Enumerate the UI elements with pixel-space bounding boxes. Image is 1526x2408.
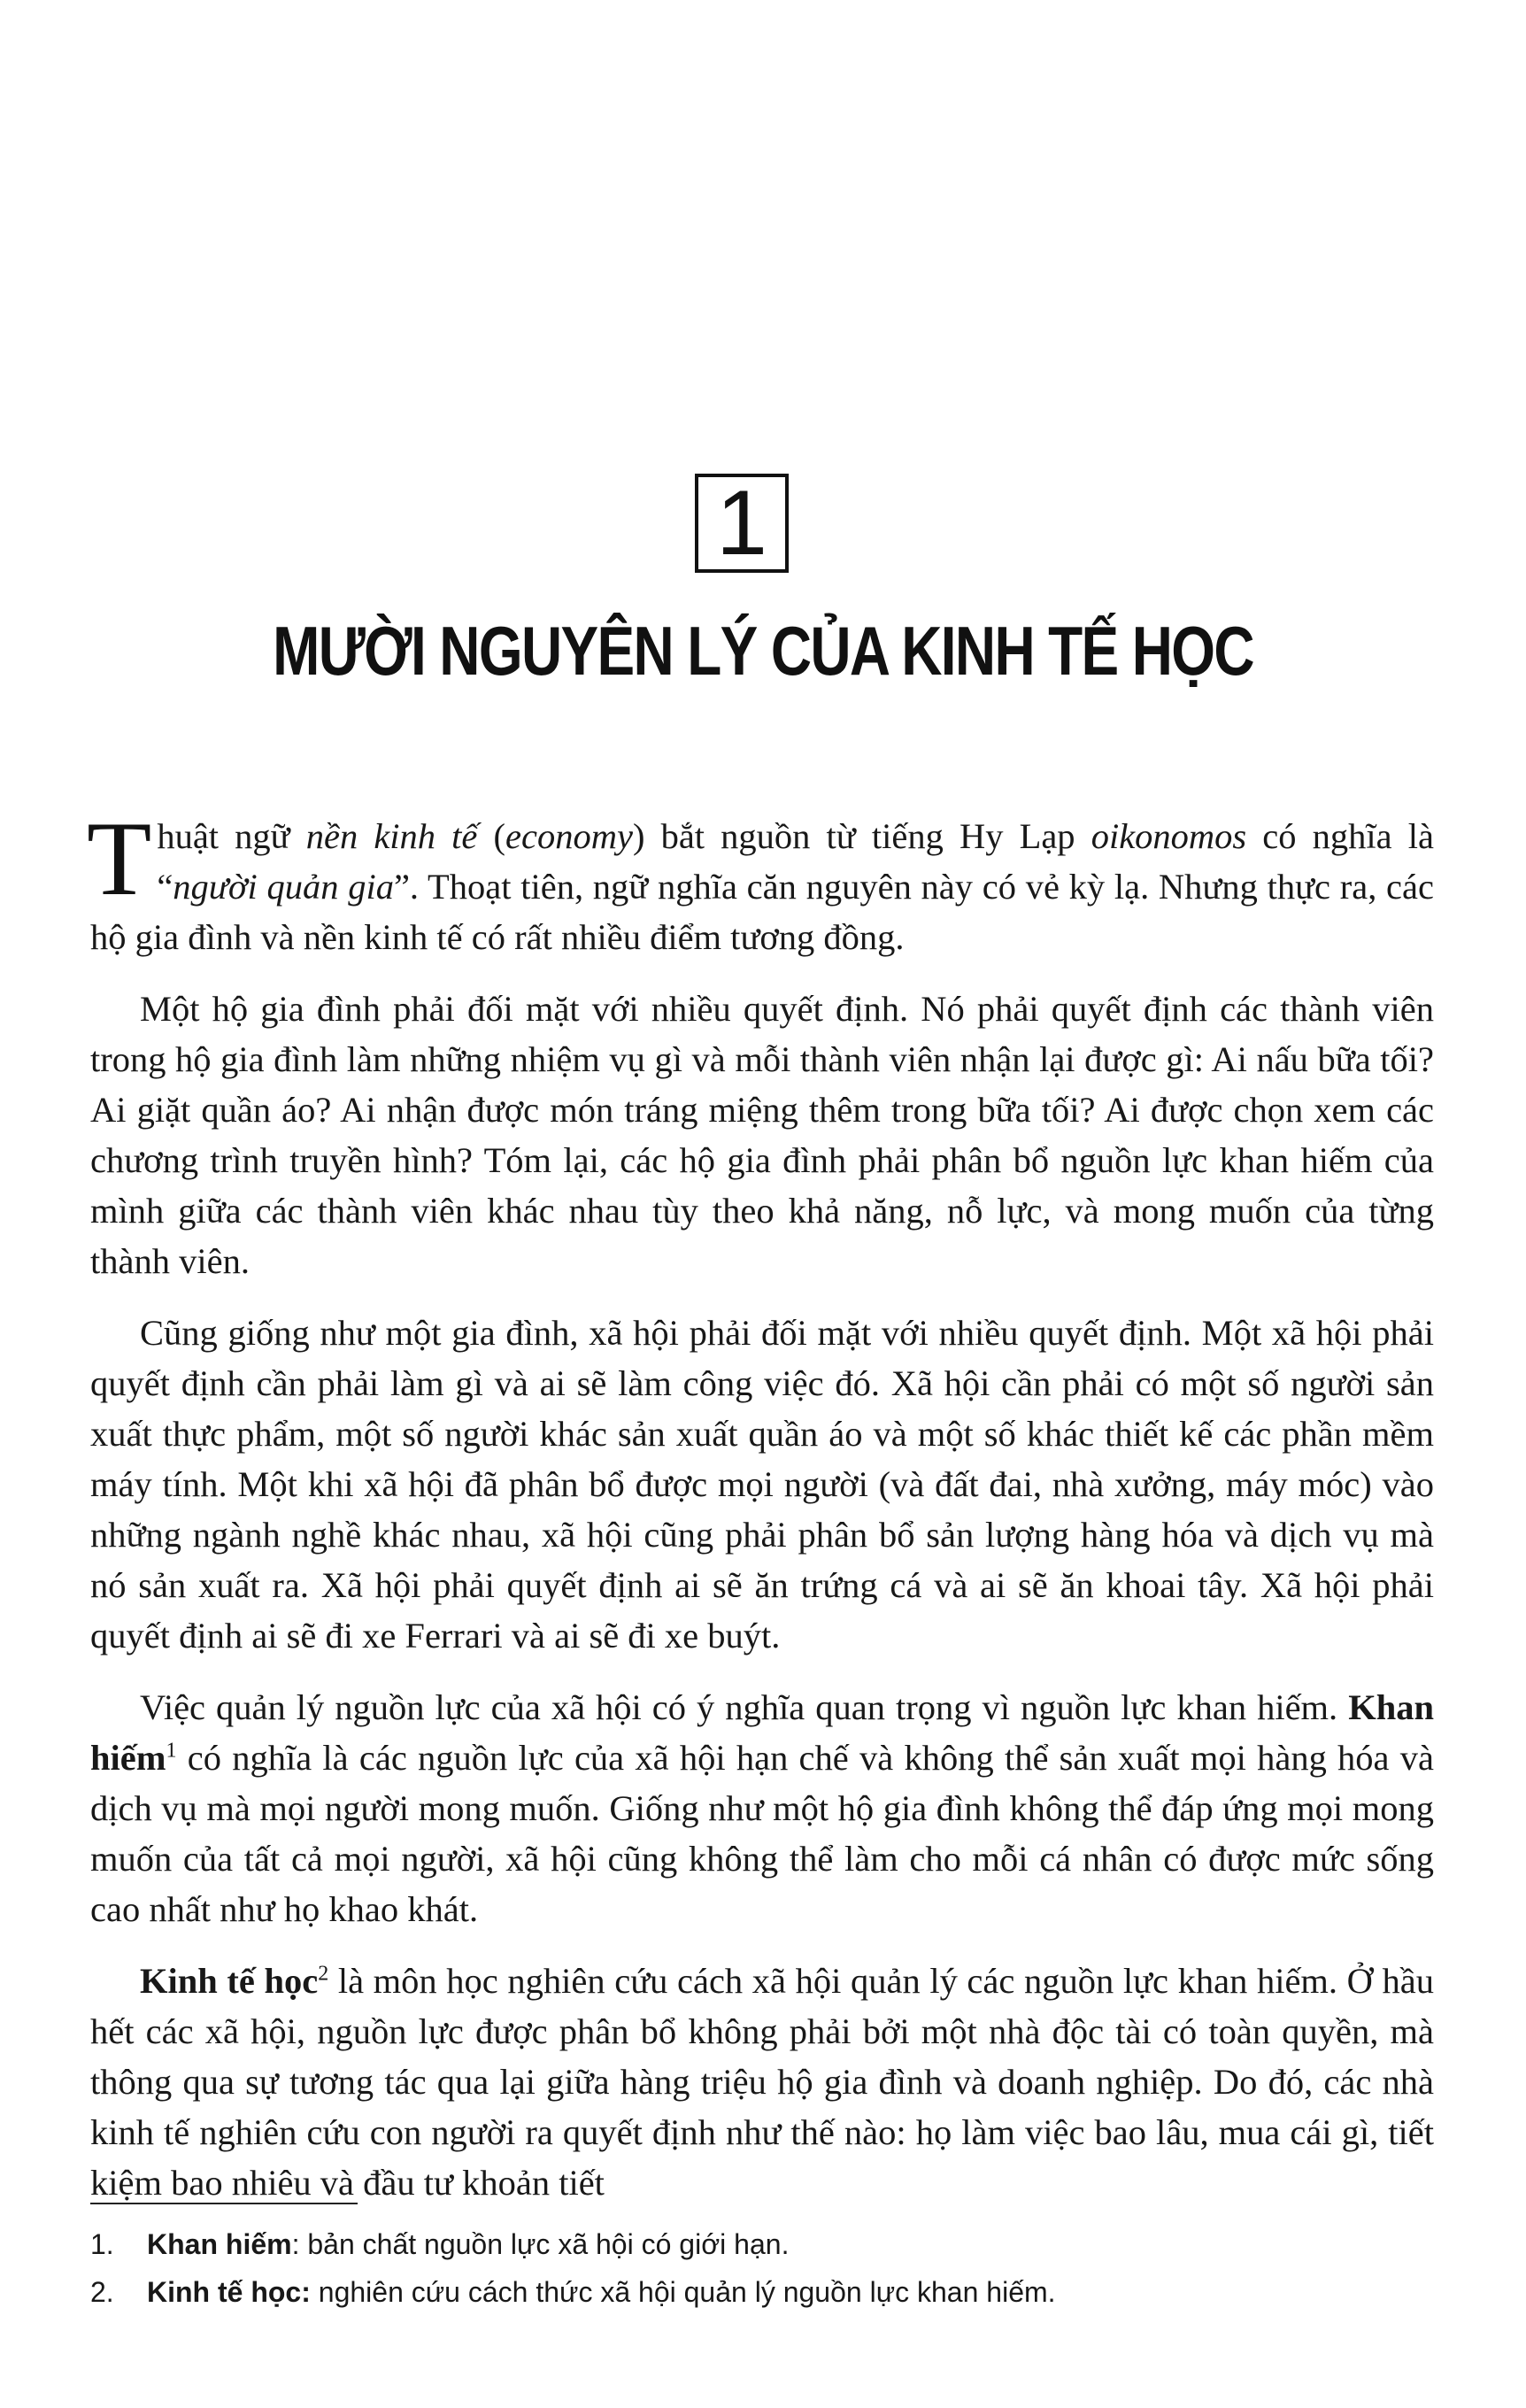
paragraph-society: Cũng giống như một gia đình, xã hội phải đối mặt với nhiều quyết định. Một xã hội phải quyết định cần phải làm gì và ai sẽ làm công việc đó. Xã hội cần phải có một số người sản xuất thực phẩm, một số người khác sản xuất quần áo và một số khác thiết kế các phần mềm máy tính. Một khi xã hội đã phân bổ được mọi người (và đất đai, nhà xưởng, máy móc) vào những ngành nghề khác nhau, xã hội cũng phải phân bổ sản lượng hàng hóa và dịch vụ mà nó sản xuất ra. Xã hội phải quyết định ai sẽ ăn trứng cá và ai sẽ ăn khoai tây. Xã hội phải quyết định ai sẽ đi xe Ferrari và ai sẽ đi xe buýt.	[90, 1313, 1434, 1656]
paragraph-scarcity: Việc quản lý nguồn lực của xã hội có ý nghĩa quan trọng vì nguồn lực khan hiếm. Khan hiếm$^1$ có nghĩa là các nguồn lực của xã hội hạn chế và không thể sản xuất mọi hàng hóa và dịch vụ mà mọi người mong muốn. Giống như một hộ gia đình không thể đáp ứng mọi mong muốn của tất cả mọi người, xã hội cũng không thể làm cho mỗi cá nhân có được mức sống cao nhất như họ khao khát.	[90, 1687, 1434, 1929]
term-nen-kinh-te: nền kinh tế	[305, 816, 478, 856]
term-oikonomos: oikonomos	[1091, 816, 1247, 856]
footnotes	[90, 2220, 1418, 2316]
paragraph-economics: Kinh tế học$^2$ là môn học nghiên cứu cách xã hội quản lý các nguồn lực khan hiếm. Ở hầu hết các xã hội, nguồn lực được phân bổ không phải bởi một nhà độc tài có toàn quyền, mà thông qua sự tương tác qua lại giữa hàng triệu hộ gia đình và doanh nghiệp. Do đó, các nhà kinh tế nghiên cứu con người ra quyết định như thế nào: họ làm việc bao lâu, mua cái gì, tiết kiệm bao nhiêu và đầu tư khoản tiết	[90, 1961, 1434, 2203]
footnote-2: 2. Kinh tế học: nghiên cứu cách thức xã hội quản lý nguồn lực khan hiếm.	[90, 2276, 1056, 2308]
term-nguoi-quan-gia: người quản gia	[173, 867, 394, 907]
footnote-1: 1. Khan hiếm: bản chất nguồn lực xã hội có giới hạn.	[90, 2228, 790, 2260]
chapter-number: 1	[695, 474, 789, 573]
term-kinh-te-hoc: Kinh tế học	[140, 1961, 319, 2001]
term-economy: economy	[505, 816, 633, 856]
intro-paragraph: Thuật ngữ nền kinh tế (economy) bắt nguồn từ tiếng Hy Lạp oikonomos có nghĩa là “người quản gia”. Thoạt tiên, ngữ nghĩa căn nguyên này có vẻ kỳ lạ. Nhưng thực ra, các hộ gia đình và nền kinh tế có rất nhiều điểm tương đồng.	[87, 799, 1434, 957]
footnote-ref-1: 1	[166, 1739, 177, 1763]
footnote-divider	[90, 2203, 358, 2204]
body-text	[87, 799, 1434, 2229]
drop-cap: T	[87, 799, 152, 917]
paragraph-household: Một hộ gia đình phải đối mặt với nhiều quyết định. Nó phải quyết định các thành viên trong hộ gia đình làm những nhiệm vụ gì và mỗi thành viên nhận lại được gì: Ai nấu bữa tối? Ai giặt quần áo? Ai nhận được món tráng miệng thêm trong bữa tối? Ai được chọn xem các chương trình truyền hình? Tóm lại, các hộ gia đình phải phân bổ nguồn lực khan hiếm của mình giữa các thành viên khác nhau tùy theo khả năng, nỗ lực, và mong muốn của từng thành viên.	[90, 989, 1434, 1281]
term-khan-hiem: Khan hiếm	[90, 1687, 1434, 1778]
chapter-title: MƯỜI NGUYÊN LÝ CỦA KINH TẾ HỌC	[273, 612, 1253, 690]
footnote-ref-2: 2	[318, 1962, 329, 1986]
